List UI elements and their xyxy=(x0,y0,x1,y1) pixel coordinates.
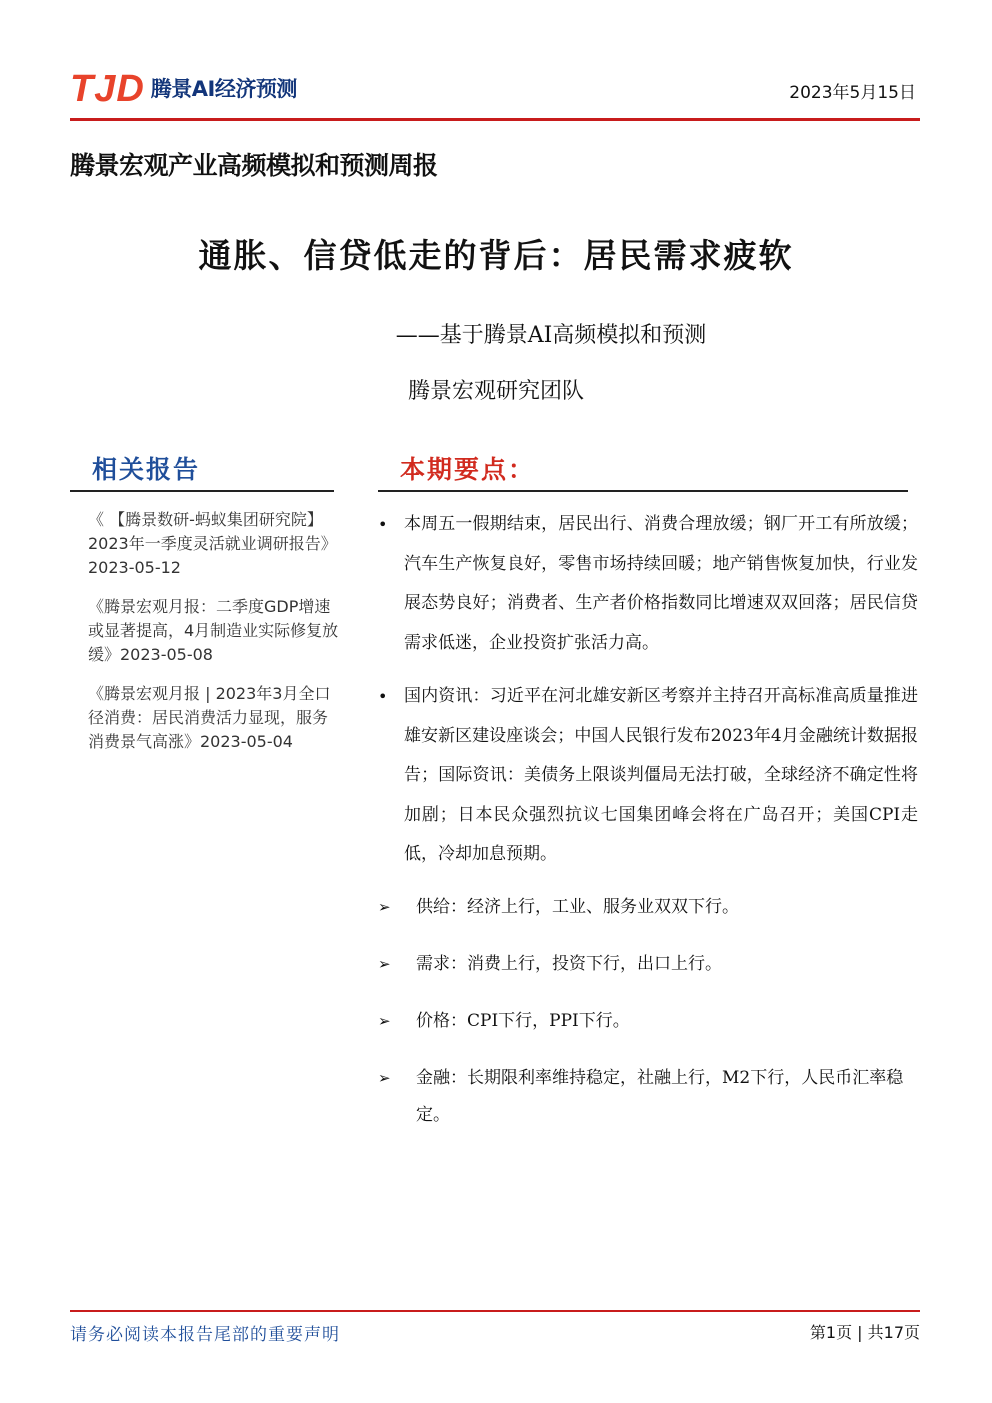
sidebar-divider xyxy=(70,490,334,492)
report-date: 2023年5月15日 xyxy=(789,83,916,103)
summary-item xyxy=(378,1003,916,1040)
page-indicator: 第1页 | 共17页 xyxy=(809,1323,920,1342)
main-title: 通胀、信贷低走的背后：居民需求疲软 xyxy=(198,236,794,275)
bullet-icon: • xyxy=(378,515,388,534)
arrow-bullet-icon: ➢ xyxy=(378,1068,391,1087)
bullet-icon: • xyxy=(378,687,388,706)
key-point-text: 本周五一假期结束，居民出行、消费合理放缓；钢厂开工有所放缓；汽车生产恢复良好，零售市场持续回暖；地产销售恢复加快，行业发展态势良好；消费者、生产者价格指数同比增速双双回落；居民信贷需求低迷，企业投资扩张活力高。 xyxy=(404,514,918,653)
related-reports-list xyxy=(88,508,340,769)
main-divider xyxy=(378,490,908,492)
related-report-link[interactable]: 《 【腾景数研-蚂蚁集团研究院】2023年一季度灵活就业调研报告》2023-05-12 xyxy=(88,510,337,577)
key-points-list xyxy=(378,505,918,1154)
author-team: 腾景宏观研究团队 xyxy=(407,379,584,404)
key-point-text: 国内资讯：习近平在河北雄安新区考察并主持召开高标准高质量推进雄安新区建设座谈会；中国人民银行发布2023年4月金融统计数据报告；国际资讯：美债务上限谈判僵局无法打破，全球经济不确定性将加剧；日本民众强烈抗议七国集团峰会将在广岛召开；美国CPI走低，冷却加息预期。 xyxy=(404,686,918,864)
key-points-heading: 本期要点： xyxy=(400,455,536,484)
series-title: 腾景宏观产业高频模拟和预测周报 xyxy=(70,151,438,180)
arrow-bullet-icon: ➢ xyxy=(378,1011,391,1030)
related-reports-heading: 相关报告 xyxy=(92,455,201,484)
summary-text: 需求：消费上行，投资下行，出口上行。 xyxy=(416,953,722,974)
brand-logo xyxy=(70,70,297,108)
header-divider xyxy=(70,118,920,121)
logo-text: 腾景AI经济预测 xyxy=(150,77,297,101)
arrow-bullet-icon: ➢ xyxy=(378,897,391,916)
related-report-link[interactable]: 《腾景宏观月报 | 2023年3月全口径消费：居民消费活力显现，服务消费景气高涨》2023-05-04 xyxy=(88,684,331,751)
summary-text: 供给：经济上行，工业、服务业双双下行。 xyxy=(416,896,739,917)
summary-item xyxy=(378,1060,916,1134)
disclaimer-note: 请务必阅读本报告尾部的重要声明 xyxy=(70,1325,340,1345)
subtitle: ——基于腾景AI高频模拟和预测 xyxy=(395,323,707,348)
summary-item xyxy=(378,889,916,926)
related-report-link[interactable]: 《腾景宏观月报：二季度GDP增速或显著提高，4月制造业实际修复放缓》2023-05-08 xyxy=(88,597,339,664)
summary-text: 金融：长期限利率维持稳定，社融上行，M2下行，人民币汇率稳定。 xyxy=(416,1067,904,1125)
footer-divider xyxy=(70,1310,920,1312)
arrow-bullet-icon: ➢ xyxy=(378,954,391,973)
summary-text: 价格：CPI下行，PPI下行。 xyxy=(416,1010,630,1031)
key-point-item xyxy=(378,505,918,663)
key-point-item xyxy=(378,677,918,875)
logo-mark: TJD xyxy=(70,68,145,110)
summary-item xyxy=(378,946,916,983)
